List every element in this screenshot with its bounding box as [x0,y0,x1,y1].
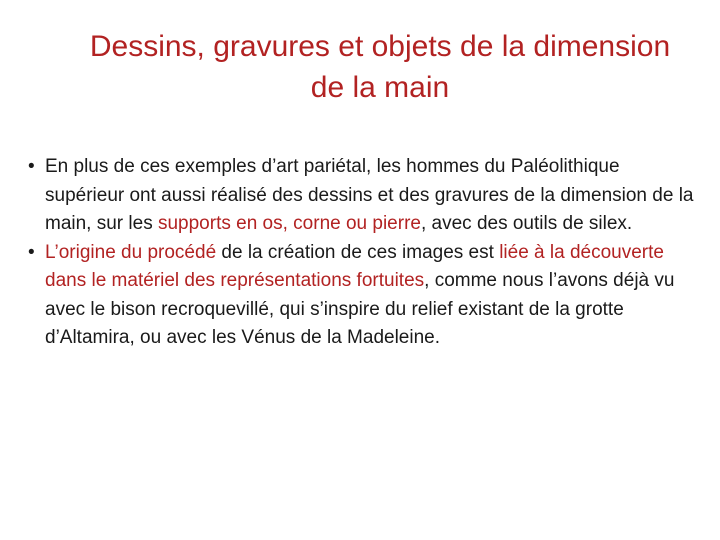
bullet-1-text-end: , avec des outils de silex. [420,213,633,234]
bullet-2-highlight-1: L’origine du procédé [45,241,217,263]
title-line-2: de la main [310,71,450,104]
bullet-1-highlight: supports en os, corne ou pierre [157,213,421,234]
bullet-2-text: de la création de ces images est [216,241,500,263]
slide-title [40,26,720,108]
bullet-marker: • [28,156,35,177]
bullet-item-1 [28,153,698,239]
bullet-item-2 [28,239,698,353]
bullet-2-text-end: , comme nous l’avons déjà vu avec le bison recroquevillé, qui s’inspire du relief existant de la grotte d’Altamira, ou avec les Vénus de la Madeleine. [45,270,675,348]
bullet-marker: • [28,241,35,263]
bullet-2-highlight-2: liée à la découverte dans le matériel des représentations fortuites [45,241,664,291]
title-line-1: Dessins, gravures et objets de la dimension [89,30,671,63]
bullet-1-text: En plus de ces exemples d’art pariétal, les hommes du Paléolithique supérieur ont aussi réalisé des dessins et des gravures de la dimension de la main, sur les [45,156,694,234]
bullet-list [28,153,698,353]
